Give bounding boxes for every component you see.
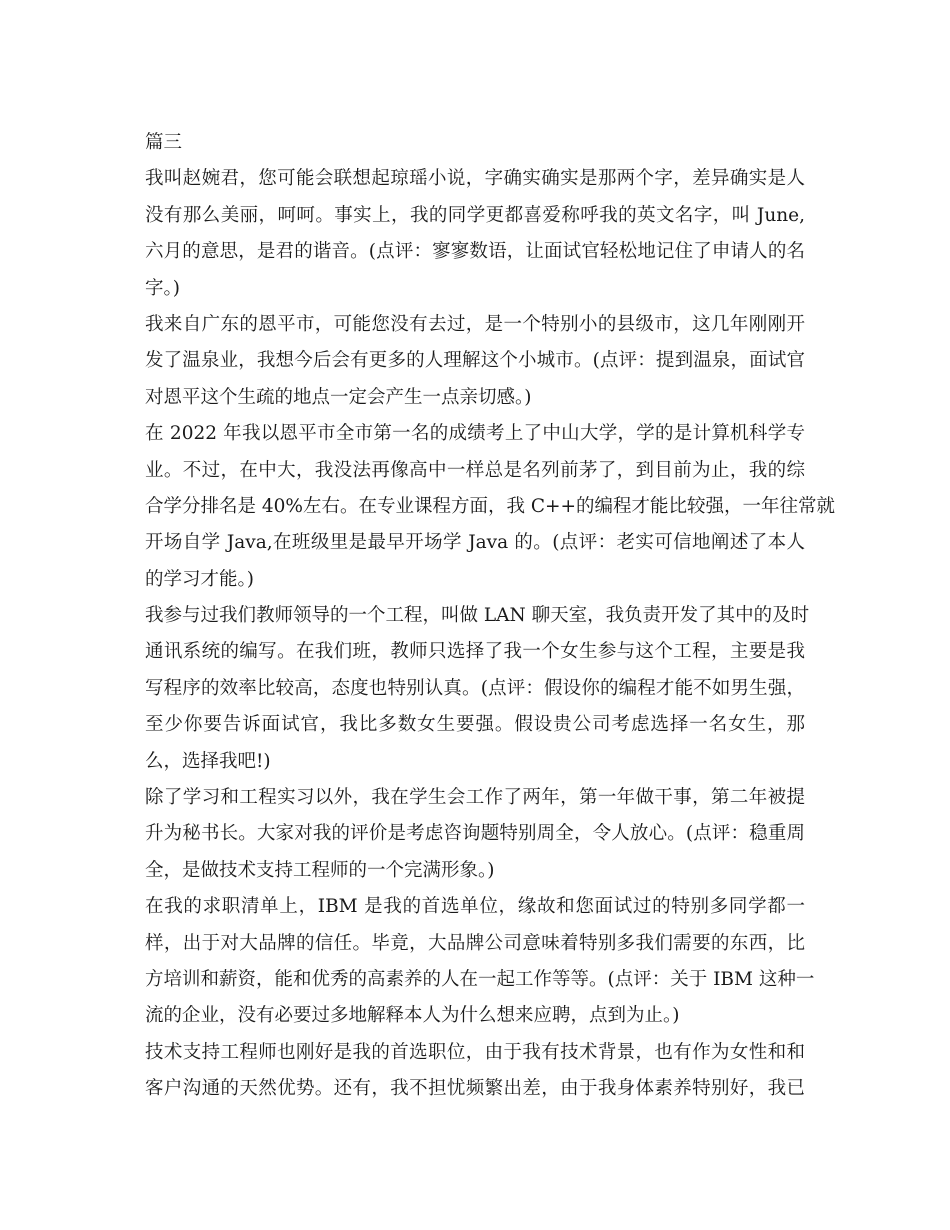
text-line: 至少你要告诉面试官，我比多数女生要强。假设贵公司考虑选择一名女生，那 xyxy=(145,714,805,736)
text-line: 全，是做技术支持工程师的一个完满形象。) xyxy=(145,859,495,881)
text-line: 流的企业，没有必要过多地解释本人为什么想来应聘，点到为止。) xyxy=(145,1005,680,1027)
text-line: 通讯系统的编写。在我们班，教师只选择了我一个女生参与这个工程，主要是我 xyxy=(145,641,805,663)
text-line: 我叫赵婉君，您可能会联想起琼瑶小说，字确实确实是那两个字，差异确实是人 xyxy=(145,168,805,190)
text-line: 业。不过，在中大，我没法再像高中一样总是名列前茅了，到目前为止，我的综 xyxy=(145,459,805,481)
text-line: 字。) xyxy=(145,277,180,299)
text-line: 发了温泉业，我想今后会有更多的人理解这个小城市。(点评：提到温泉，面试官 xyxy=(145,350,805,372)
text-line: 的学习才能。) xyxy=(145,568,254,590)
text-line: 样，出于对大品牌的信任。毕竟，大品牌公司意味着特别多我们需要的东西，比 xyxy=(145,932,805,954)
text-line: 么，选择我吧!) xyxy=(145,750,271,772)
text-line: 六月的意思，是君的谐音。(点评：寥寥数语，让面试官轻松地记住了申请人的名 xyxy=(145,241,805,263)
text-line: 在 2022 年我以恩平市全市第一名的成绩考上了中山大学，学的是计算机科学专 xyxy=(145,423,805,445)
text-line: 除了学习和工程实习以外，我在学生会工作了两年，第一年做干事，第二年被提 xyxy=(145,787,805,809)
text-line: 方培训和薪资，能和优秀的高素养的人在一起工作等等。(点评：关于 IBM 这种一 xyxy=(145,968,815,990)
text-line: 写程序的效率比较高，态度也特别认真。(点评：假设你的编程才能不如男生强， xyxy=(145,677,805,699)
text-line: 升为秘书长。大家对我的评价是考虑咨询题特别周全，令人放心。(点评：稳重周 xyxy=(145,823,805,845)
document-body xyxy=(145,125,836,1108)
text-line: 我来自广东的恩平市，可能您没有去过，是一个特别小的县级市，这几年刚刚开 xyxy=(145,313,805,335)
text-line: 客户沟通的天然优势。还有，我不担忧频繁出差，由于我身体素养特别好，我已 xyxy=(145,1078,805,1100)
text-line: 合学分排名是 40%左右。在专业课程方面，我 C++的编程才能比较强，一年往常就 xyxy=(145,495,836,517)
text-line: 开场自学 Java,在班级里是最早开场学 Java 的。(点评：老实可信地阐述了本人 xyxy=(145,532,805,554)
text-line: 对恩平这个生疏的地点一定会产生一点亲切感。) xyxy=(145,386,532,408)
text-line: 我参与过我们教师领导的一个工程，叫做 LAN 聊天室，我负责开发了其中的及时 xyxy=(145,605,810,627)
text-line: 在我的求职清单上，IBM 是我的首选单位，缘故和您面试过的特别多同学都一 xyxy=(145,896,805,918)
section-heading: 篇三 xyxy=(145,132,183,153)
text-line: 没有那么美丽，呵呵。事实上，我的同学更都喜爱称呼我的英文名字，叫 June, xyxy=(145,204,805,226)
text-line: 技术支持工程师也刚好是我的首选职位，由于我有技术背景，也有作为女性和和 xyxy=(145,1041,805,1063)
